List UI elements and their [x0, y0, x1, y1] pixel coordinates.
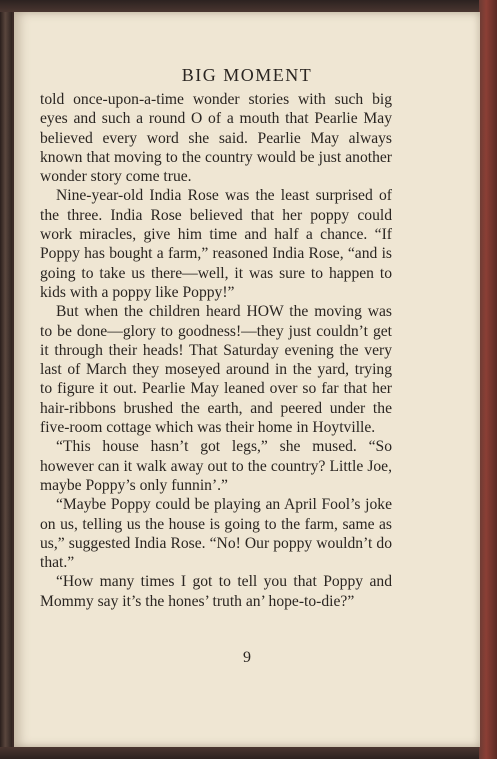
paragraph: “How many times I got to tell you that Poppy and Mommy say it’s the hones’ truth an’ hope-to-die?”: [40, 573, 392, 610]
cover-bottom-edge: [0, 747, 497, 759]
paragraph: But when the children heard HOW the moving was to be done—glory to goodness!—they just couldn’t get it through their heads! That Saturday evening the very last of March they moseyed around in the yard, trying to figure it out. Pearlie May leaned over so far that her hair-ribbons brushed the earth, and peered under the five-room cottage which was their home in Hoytville.: [40, 303, 392, 437]
running-head: BIG MOMENT: [181, 65, 313, 85]
page-body: [40, 90, 392, 611]
paragraph: “Maybe Poppy could be playing an April Fool’s joke on us, telling us the house is going to the farm, same as us,” suggested India Rose. “No! Our poppy wouldn’t do that.”: [40, 496, 392, 572]
cover-right-edge: [479, 0, 497, 759]
cover-top-edge: [0, 0, 497, 12]
book-page: [14, 12, 480, 747]
page-number: 9: [243, 649, 251, 666]
paragraph: told once-upon-a-time wonder stories with such big eyes and such a round O of a mouth that Pearlie May believed every word she said. Pearlie May always known that moving to the country would be just another wonder story come true.: [40, 91, 392, 186]
book-spine-edge: [0, 0, 12, 759]
paragraph: Nine-year-old India Rose was the least surprised of the three. India Rose believed that her poppy could work miracles, give him time and half a chance. “If Poppy has bought a farm,” reasoned India Rose, “and is going to take us there—well, it was sure to happen to kids with a poppy like Poppy!”: [40, 187, 392, 301]
paragraph: “This house hasn’t got legs,” she mused. “So however can it walk away out to the country? Little Joe, maybe Poppy’s only funnin’.”: [40, 438, 392, 494]
